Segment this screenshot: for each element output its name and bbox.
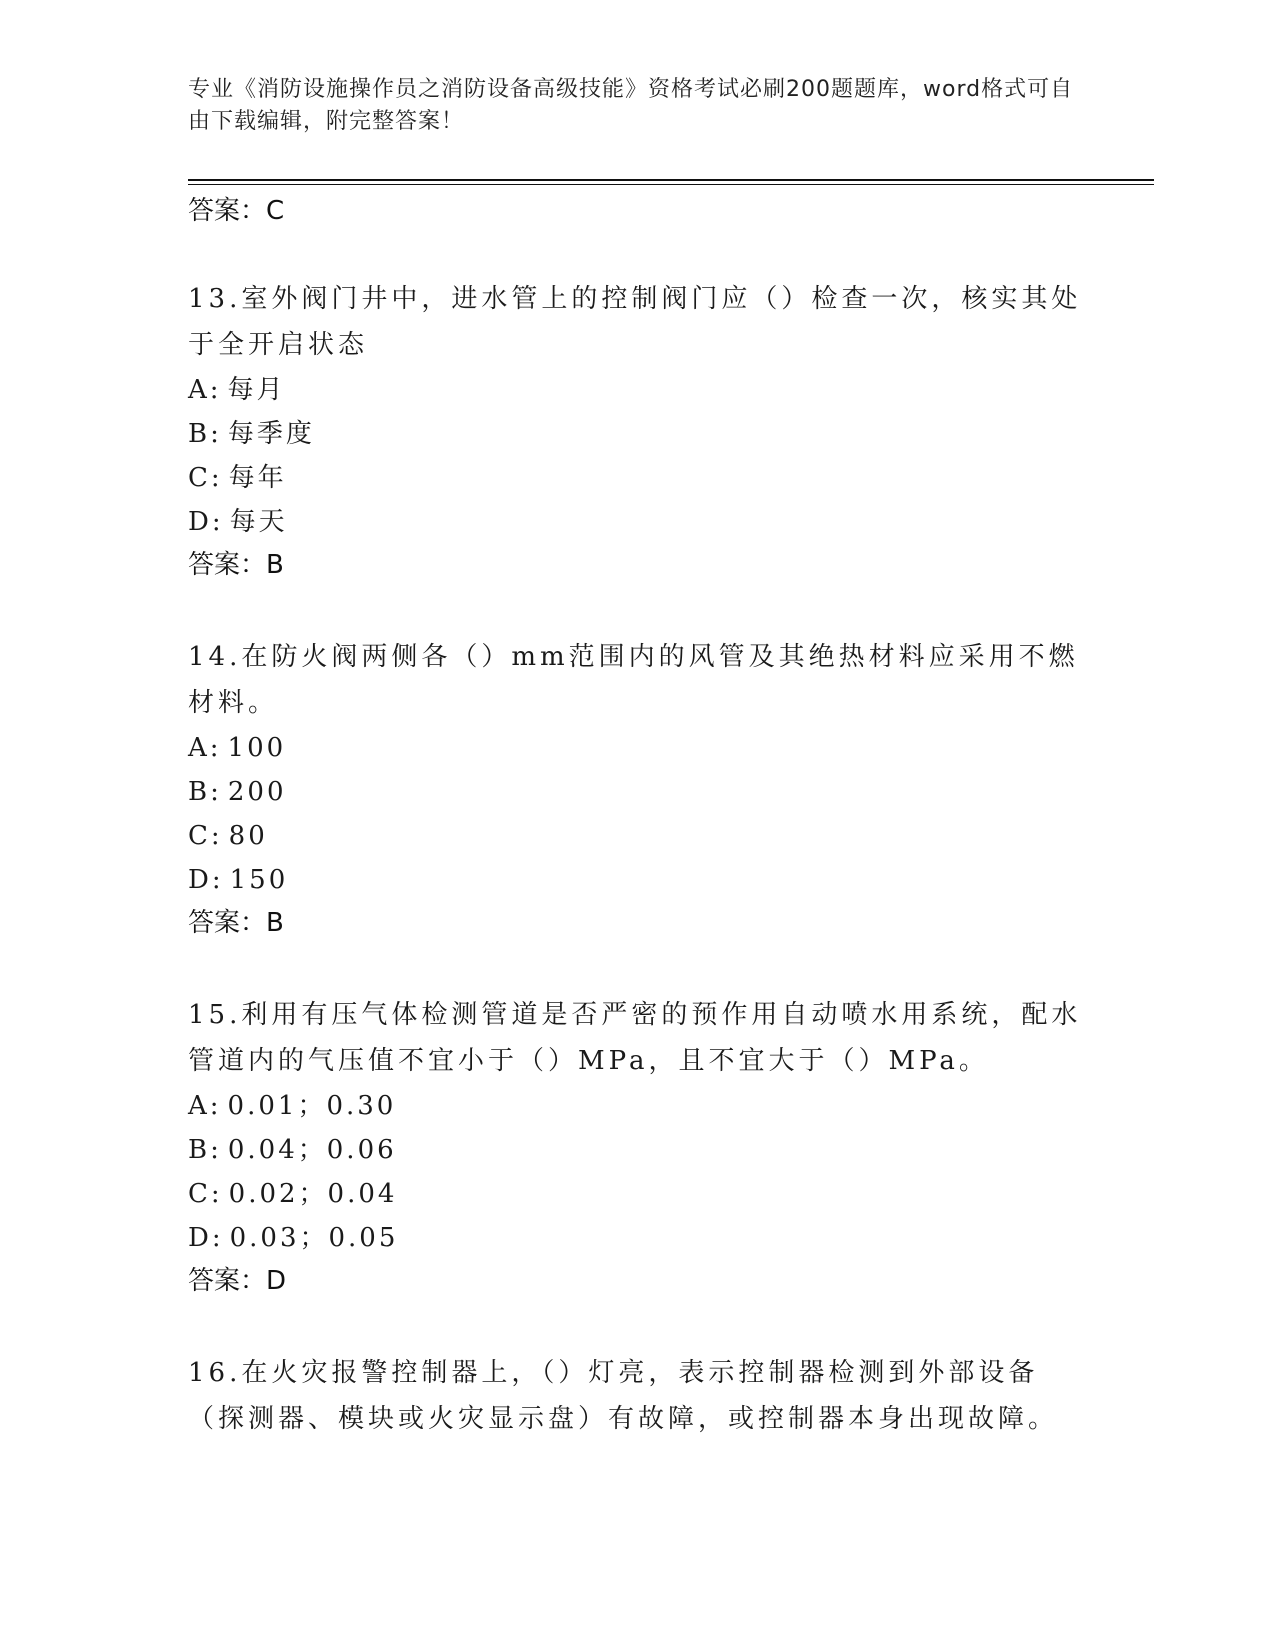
option-text: 80 [228, 821, 268, 851]
option-text: 每月 [227, 375, 286, 405]
option-letter: C: [188, 821, 223, 851]
question-13-option-b [188, 414, 315, 454]
option-letter: B: [188, 419, 222, 449]
option-text: 每天 [229, 507, 288, 537]
question-16-stem: 16.在火灾报警控制器上，（）灯亮，表示控制器检测到外部设备（探测器、模块或火灾显示盘）有故障，或控制器本身出现故障。 [188, 1358, 1059, 1434]
question-15-option-c [188, 1174, 397, 1214]
option-text: 100 [227, 733, 287, 763]
header-divider-thin [188, 184, 1154, 185]
option-letter: C: [188, 1179, 223, 1209]
option-letter: A: [188, 733, 222, 763]
question-13-option-c [188, 458, 287, 498]
option-letter: A: [188, 1091, 222, 1121]
option-letter: A: [188, 375, 222, 405]
option-letter: C: [188, 463, 223, 493]
question-14-option-b [188, 772, 287, 812]
option-text: 0.02；0.04 [228, 1179, 398, 1209]
question-13-option-d [188, 502, 288, 542]
option-letter: D: [188, 507, 224, 537]
header-divider-thick [188, 179, 1154, 181]
question-14-answer: 答案：B [188, 908, 284, 938]
option-text: 200 [227, 777, 287, 807]
option-letter: D: [188, 1223, 224, 1253]
option-text: 每年 [228, 463, 287, 493]
question-15-option-b [188, 1130, 397, 1170]
document-header: 专业《消防设施操作员之消防设备高级技能》资格考试必刷200题题库，word格式可自由下载编辑，附完整答案！ [188, 77, 1074, 134]
question-15-answer: 答案：D [188, 1266, 287, 1296]
option-letter: B: [188, 777, 222, 807]
question-13-answer: 答案：B [188, 550, 284, 580]
question-14-option-c [188, 816, 268, 856]
option-letter: B: [188, 1135, 222, 1165]
option-text: 0.03；0.05 [229, 1223, 399, 1253]
answer-prev: 答案：C [188, 196, 285, 226]
question-13-stem: 13.室外阀门井中，进水管上的控制阀门应（）检查一次，核实其处于全开启状态 [188, 284, 1082, 360]
option-text: 0.01；0.30 [227, 1091, 397, 1121]
option-text: 每季度 [227, 419, 315, 449]
option-text: 150 [229, 865, 289, 895]
question-14-option-d [188, 860, 288, 900]
option-text: 0.04；0.06 [227, 1135, 397, 1165]
question-15-option-a [188, 1086, 396, 1126]
option-letter: D: [188, 865, 224, 895]
question-13-option-a [188, 370, 286, 410]
question-15-option-d [188, 1218, 398, 1258]
question-15-stem: 15.利用有压气体检测管道是否严密的预作用自动喷水用系统，配水管道内的气压值不宜小于（）MPa，且不宜大于（）MPa。 [188, 1000, 1082, 1076]
question-14-option-a [188, 728, 286, 768]
question-14-stem: 14.在防火阀两侧各（）mm范围内的风管及其绝热材料应采用不燃材料。 [188, 642, 1079, 718]
